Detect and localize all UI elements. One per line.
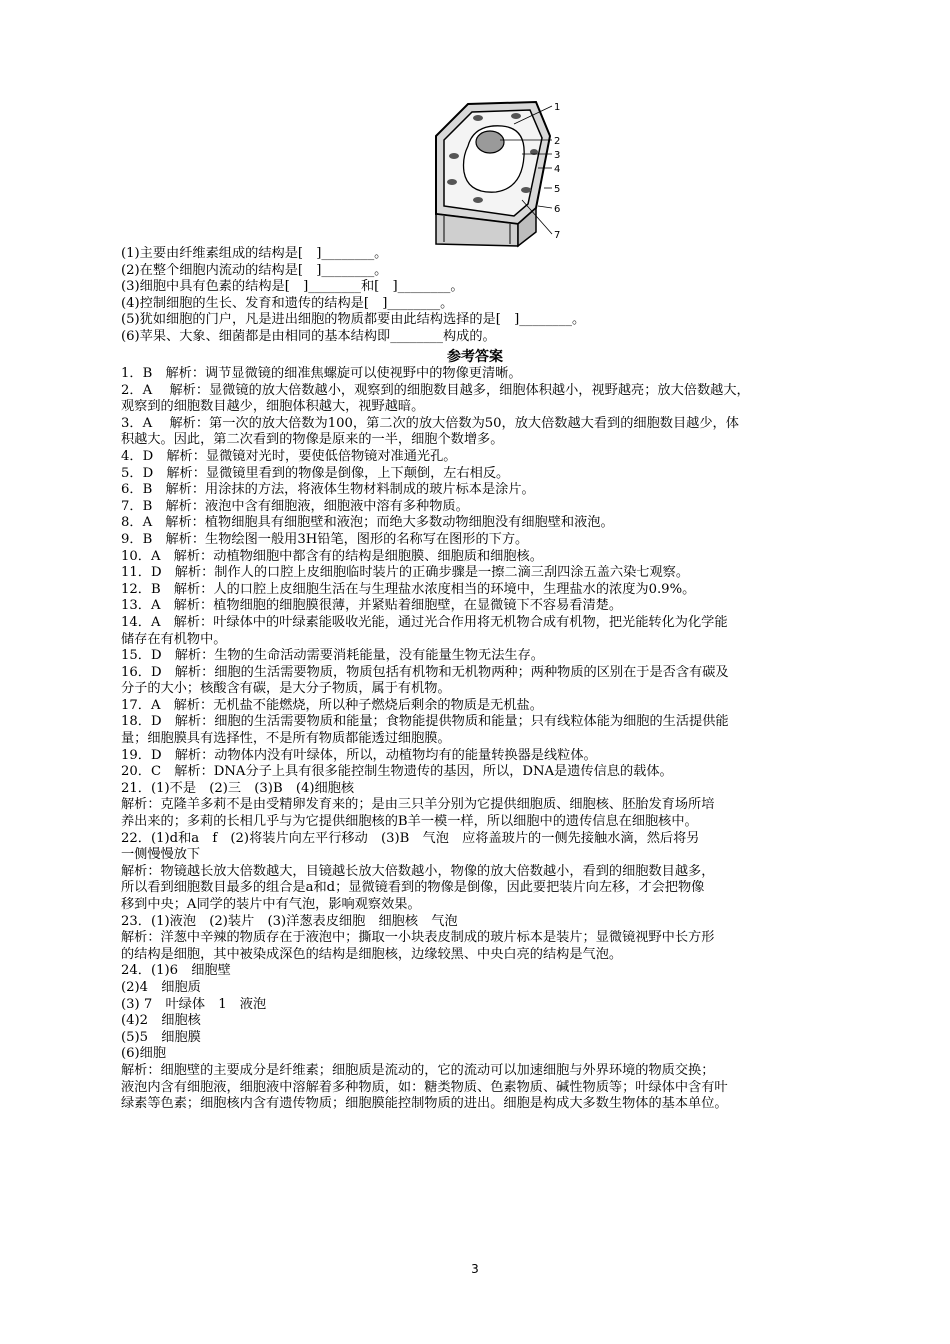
answer-line: 解析：物镜越长放大倍数越大，目镜越长放大倍数越小，物像的放大倍数越小，看到的细胞数目越多， — [121, 863, 715, 879]
answer-line: 积越大。因此，第二次看到的物像是原来的一半，细胞个数增多。 — [121, 432, 504, 448]
answer-line: 19．D 解析：动物体内没有叶绿体，所以，动植物均有的能量转换器是线粒体。 — [121, 747, 597, 763]
answer-line: 21．(1)不是 (2)三 (3)B (4)细胞核 — [121, 780, 355, 796]
diagram-label-5: 5 — [554, 184, 561, 195]
answer-line: 8．A 解析：植物细胞具有细胞壁和液泡；而绝大多数动物细胞没有细胞壁和液泡。 — [121, 515, 614, 531]
diagram-label-2: 2 — [554, 136, 561, 147]
diagram-label-1: 1 — [554, 102, 561, 113]
question-line: (5)犹如细胞的门户，凡是进出细胞的物质都要由此结构选择的是[ ]________。 — [121, 312, 586, 328]
answer-line: (4)2 细胞核 — [121, 1013, 201, 1029]
answer-line — [121, 1113, 851, 1130]
question-line: (1)主要由纤维素组成的结构是[ ]________。 — [121, 246, 388, 261]
question-line: (2)在整个细胞内流动的结构是[ ]________。 — [121, 262, 388, 278]
answer-line: 1．B 解析：调节显微镜的细准焦螺旋可以使视野中的物像更清晰。 — [121, 366, 522, 381]
question-line: (6)苹果、大象、细菌都是由相同的基本结构即________构成的。 — [121, 328, 496, 344]
diagram-label-4: 4 — [554, 164, 561, 175]
answer-line: 9．B 解析：生物绘图一般用3H铅笔，图形的名称写在图形的下方。 — [121, 531, 529, 547]
answer-line: 13．A 解析：植物细胞的细胞膜很薄，并紧贴着细胞壁，在显微镜下不容易看清楚。 — [121, 598, 623, 614]
answer-line: 2．A 解析：显微镜的放大倍数越小，观察到的细胞数目越多，细胞体积越小，视野越亮；放大倍数越大， — [121, 382, 750, 398]
answer-line: 分子的大小；核酸含有碳，是大分子物质，属于有机物。 — [121, 681, 451, 697]
answer-line: (2)4 细胞质 — [121, 979, 201, 995]
answer-line: 绿素等色素；细胞核内含有遗传物质；细胞膜能控制物质的进出。细胞是构成大多数生物体的基本单位。 — [121, 1096, 728, 1112]
page-number: 3 — [471, 1262, 479, 1276]
answer-line: 17．A 解析：无机盐不能燃烧，所以种子燃烧后剩余的物质是无机盐。 — [121, 697, 543, 713]
answer-line: 解析：克隆羊多莉不是由受精卵发育来的；是由三只羊分别为它提供细胞质、细胞核、胚胎发育场所培 — [121, 797, 715, 813]
answer-line: (3) 7 叶绿体 1 液泡 — [121, 996, 267, 1012]
answer-list — [121, 366, 851, 1129]
answer-line: 11．D 解析：制作人的口腔上皮细胞临时装片的正确步骤是一擦二滴三刮四涂五盖六染七观察。 — [121, 565, 690, 581]
answer-line: 15．D 解析：生物的生命活动需要消耗能量，没有能量生物无法生存。 — [121, 648, 544, 664]
answer-line: 养出来的；多莉的长相几乎与为它提供细胞核的B羊一模一样，所以细胞中的遗传信息在细胞核中。 — [121, 814, 698, 830]
question-line: (4)控制细胞的生长、发育和遗传的结构是[ ]________。 — [121, 295, 454, 311]
answer-line: 16．D 解析：细胞的生活需要物质，物质包括有机物和无机物两种；两种物质的区别在于是否含有碳及 — [121, 664, 729, 680]
answer-line: 24．(1)6 细胞壁 — [121, 963, 231, 979]
answer-line: 解析：细胞壁的主要成分是纤维素；细胞质是流动的，它的流动可以加速细胞与外界环境的物质交换； — [121, 1062, 715, 1078]
answer-line: 所以看到细胞数目最多的组合是a和d；显微镜看到的物像是倒像，因此要把装片向左移，才会把物像 — [121, 880, 705, 896]
answer-line: 解析：洋葱中辛辣的物质存在于液泡中；撕取一小块表皮制成的玻片标本是装片；显微镜视野中长方形 — [121, 930, 715, 946]
diagram-label-7: 7 — [554, 230, 561, 241]
diagram-label-3: 3 — [554, 150, 561, 161]
plant-cell-diagram — [418, 96, 568, 248]
answer-line: 液泡内含有细胞液，细胞液中溶解着多种物质，如：糖类物质、色素物质、碱性物质等；叶绿体中含有叶 — [121, 1079, 728, 1095]
answer-line: (5)5 细胞膜 — [121, 1029, 201, 1045]
answer-line: 10．A 解析：动植物细胞中都含有的结构是细胞膜、细胞质和细胞核。 — [121, 548, 543, 564]
answer-line: 一侧慢慢放下 — [121, 847, 201, 863]
answer-line: 储存在有机物中。 — [121, 631, 227, 647]
answer-line: 7．B 解析：液泡中含有细胞液，细胞液中溶有多种物质。 — [121, 498, 469, 514]
answer-line: 4．D 解析：显微镜对光时，要使低倍物镜对准通光孔。 — [121, 448, 457, 464]
answer-line: 量；细胞膜具有选择性，不是所有物质都能透过细胞膜。 — [121, 731, 451, 747]
diagram-label-6: 6 — [554, 204, 561, 215]
answer-line: 的结构是细胞，其中被染成深色的结构是细胞核，边缘较黑、中央白亮的结构是气泡。 — [121, 946, 623, 962]
answer-line: 18．D 解析：细胞的生活需要物质和能量；食物能提供物质和能量；只有线粒体能为细胞的生活提供能 — [121, 714, 729, 730]
plant-cell-drawing — [418, 96, 568, 248]
answer-line: 观察到的细胞数目越少，细胞体积越大，视野越暗。 — [121, 399, 425, 415]
answers-title: 参考答案 — [447, 349, 503, 365]
answer-line: 3．A 解析：第一次的放大倍数为100，第二次的放大倍数为50，放大倍数越大看到的细胞数目越少，体 — [121, 415, 739, 431]
answer-line: 移到中央；A同学的装片中有气泡，影响观察效果。 — [121, 897, 421, 912]
answer-line: 23．(1)液泡 (2)装片 (3)洋葱表皮细胞 细胞核 气泡 — [121, 913, 458, 929]
answer-line: 14．A 解析：叶绿体中的叶绿素能吸收光能，通过光合作用将无机物合成有机物，把光能转化为化学能 — [121, 614, 728, 630]
answer-line: 6．B 解析：用涂抹的方法，将液体生物材料制成的玻片标本是涂片。 — [121, 482, 535, 498]
answer-line: 20．C 解析：DNA分子上具有很多能控制生物遗传的基因，所以，DNA是遗传信息的载体。 — [121, 764, 673, 780]
question-list — [121, 246, 841, 346]
answer-line: 12．B 解析：人的口腔上皮细胞生活在与生理盐水浓度相当的环境中，生理盐水的浓度为0.9%。 — [121, 581, 696, 597]
answer-line: 5．D 解析：显微镜里看到的物像是倒像，上下颠倒，左右相反。 — [121, 465, 510, 481]
question-line: (3)细胞中具有色素的结构是[ ]________和[ ]________。 — [121, 279, 464, 295]
answer-line: 22．(1)d和a f (2)将装片向左平行移动 (3)B 气泡 应将盖玻片的一侧先接触水滴，然后将另 — [121, 830, 700, 846]
answer-line: (6)细胞 — [121, 1046, 167, 1062]
